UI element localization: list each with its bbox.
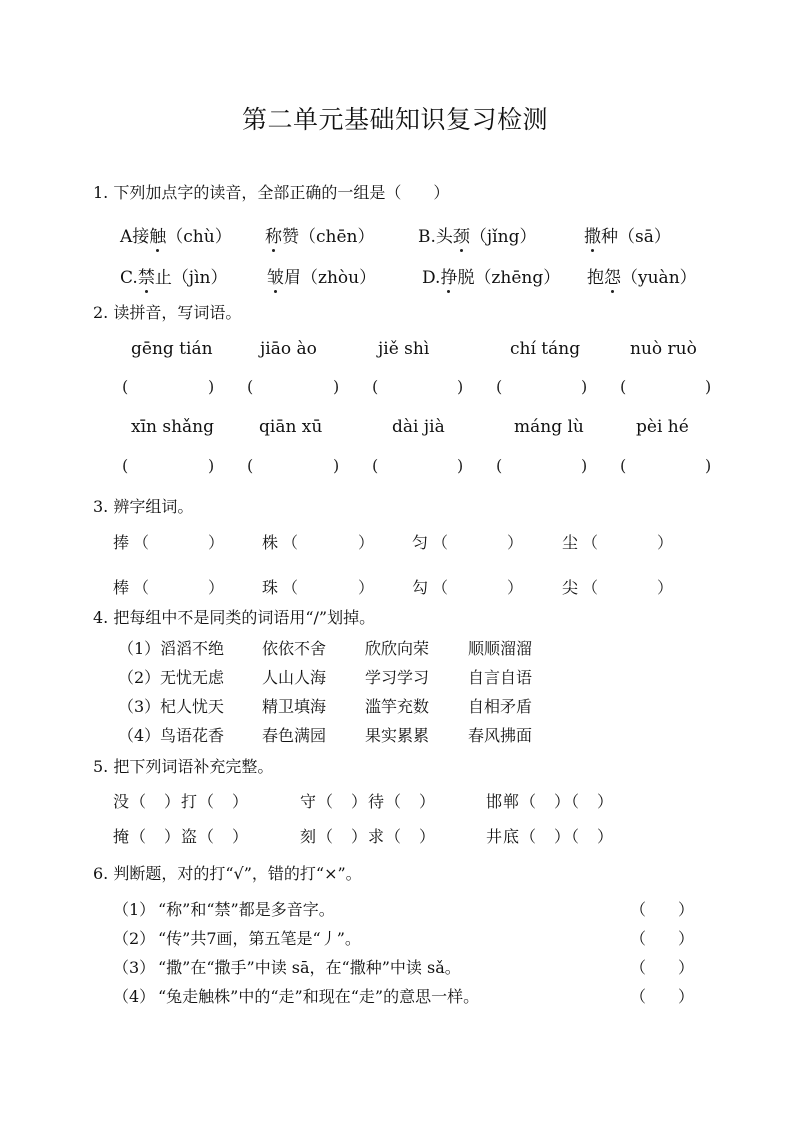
word[interactable]: 滥竽充数: [365, 697, 430, 716]
blank-open: （: [282, 578, 299, 597]
blank-open: (: [372, 377, 379, 396]
word[interactable]: 杞人忧天: [160, 697, 225, 716]
blank-close: ）: [358, 533, 375, 552]
pinyin: （chù）: [166, 227, 232, 247]
blank-close: ）: [507, 578, 524, 597]
blank-close: ): [208, 377, 215, 396]
group-number: （4）: [118, 726, 161, 745]
word-text: 止: [154, 268, 172, 288]
pinyin-item: nuò ruò: [630, 339, 697, 359]
page-title: 第二单元基础知识复习检测: [242, 105, 549, 134]
word[interactable]: 精卫填海: [262, 697, 327, 716]
word[interactable]: 人山人海: [262, 668, 327, 687]
dotted-char: 撒: [584, 222, 601, 247]
pinyin: （chēn）: [299, 227, 375, 247]
option-a: [120, 222, 232, 247]
word[interactable]: 顺顺溜溜: [468, 639, 533, 658]
blank-open: （: [582, 578, 599, 597]
group-number: （2）: [118, 668, 161, 687]
option-c-word2: [267, 263, 376, 288]
dotted-char: 称: [265, 222, 282, 247]
blank-open: (: [372, 456, 379, 475]
blank-close: ): [333, 377, 340, 396]
group-number: （3）: [118, 697, 161, 716]
dotted-char: 怨: [604, 263, 621, 288]
idiom-blank[interactable]: 邯郸（ ）（ ）: [486, 792, 615, 811]
blank-open: (: [620, 377, 627, 396]
item-text: “称”和“禁”都是多音字。: [158, 900, 335, 919]
answer-blank[interactable]: （ ）: [630, 900, 695, 919]
blank-close: ): [581, 456, 588, 475]
blank-close: ）: [657, 533, 674, 552]
blank-close: ): [333, 456, 340, 475]
blank-open: （: [432, 578, 449, 597]
word[interactable]: 学习学习: [365, 668, 430, 687]
blank-close: ): [705, 377, 712, 396]
option-a-word2: [265, 222, 374, 247]
item-number: （3）: [113, 958, 156, 977]
answer-blank[interactable]: （ ）: [630, 958, 695, 977]
option-b-word2: [584, 222, 671, 247]
option-label: A: [120, 227, 133, 247]
blank-open: （: [582, 533, 599, 552]
word-text: 抱: [587, 268, 604, 288]
idiom-blank[interactable]: 没（ ）打（ ）: [113, 792, 250, 811]
blank-open: （: [432, 533, 449, 552]
pinyin-item: xīn shǎng: [131, 417, 215, 437]
char: 棒: [113, 578, 130, 597]
char: 勾: [412, 578, 429, 597]
idiom-blank[interactable]: 井底（ ）（ ）: [486, 827, 615, 846]
blank-open: (: [620, 456, 627, 475]
question-6-prompt: 6. 判断题，对的打“√”，错的打“×”。: [93, 864, 362, 883]
pinyin-item: máng lù: [514, 417, 584, 437]
item-text: “撒”在“撒手”中读 sā，在“撒种”中读 sǎ。: [158, 958, 461, 977]
word[interactable]: 春风拂面: [468, 726, 533, 745]
dotted-char: 皱: [267, 263, 284, 288]
word-text: 脱: [457, 268, 475, 288]
word[interactable]: 依依不舍: [262, 639, 327, 658]
pinyin-item: gēng tián: [131, 339, 213, 359]
option-d-word2: [587, 263, 697, 288]
option-label: B.: [418, 227, 436, 247]
word[interactable]: 自相矛盾: [468, 697, 533, 716]
item-text: “兔走触株”中的“走”和现在“走”的意思一样。: [158, 987, 480, 1006]
answer-blank[interactable]: （ ）: [630, 929, 695, 948]
word-text: 赞: [282, 227, 299, 247]
question-1-prompt: 1. 下列加点字的读音，全部正确的一组是（ ）: [93, 183, 450, 202]
blank-open: (: [247, 377, 254, 396]
char: 株: [262, 533, 279, 552]
item-number: （4）: [113, 987, 156, 1006]
blank-close: ): [705, 456, 712, 475]
blank-open: (: [122, 456, 129, 475]
idiom-blank[interactable]: 刻（ ）求（ ）: [300, 827, 437, 846]
blank-open: (: [247, 456, 254, 475]
word-text: 接: [132, 227, 150, 247]
blank-close: ）: [657, 578, 674, 597]
char: 尘: [562, 533, 579, 552]
option-label: C.: [120, 268, 138, 288]
dotted-char: 触: [149, 222, 166, 247]
word-text: 眉: [284, 268, 301, 288]
word-text: 种: [601, 227, 618, 247]
option-label: D.: [422, 268, 441, 288]
item-text: “传”共7画，第五笔是“丿”。: [158, 929, 361, 948]
word[interactable]: 滔滔不绝: [160, 639, 225, 658]
pinyin-item: qiān xū: [259, 417, 323, 437]
group-number: （1）: [118, 639, 161, 658]
blank-close: ): [581, 377, 588, 396]
word[interactable]: 鸟语花香: [160, 726, 225, 745]
option-d: [422, 263, 560, 288]
pinyin-item: jiāo ào: [260, 339, 317, 359]
char: 匀: [412, 533, 429, 552]
blank-open: (: [122, 377, 129, 396]
pinyin: （jìn）: [171, 268, 228, 288]
pinyin: （zhòu）: [301, 268, 377, 288]
word-text: 头: [435, 227, 453, 247]
blank-open: (: [496, 456, 503, 475]
question-2-prompt: 2. 读拼音，写词语。: [93, 303, 242, 322]
pinyin-item: jiě shì: [378, 339, 430, 359]
idiom-blank[interactable]: 守（ ）待（ ）: [300, 792, 437, 811]
pinyin: （zhēng）: [474, 268, 561, 288]
idiom-blank[interactable]: 掩（ ）盗（ ）: [113, 827, 250, 846]
char: 捧: [113, 533, 130, 552]
item-number: （1）: [113, 900, 156, 919]
option-b: [418, 222, 536, 247]
blank-close: ）: [208, 533, 225, 552]
char: 尖: [562, 578, 579, 597]
word[interactable]: 欣欣向荣: [365, 639, 430, 658]
blank-open: (: [496, 377, 503, 396]
pinyin-item: dài jià: [392, 417, 445, 437]
pinyin: （sā）: [618, 227, 671, 247]
blank-close: ): [208, 456, 215, 475]
blank-open: （: [282, 533, 299, 552]
item-number: （2）: [113, 929, 156, 948]
option-c: [120, 263, 227, 288]
blank-close: ）: [507, 533, 524, 552]
dotted-char: 颈: [453, 222, 470, 247]
blank-close: ）: [208, 578, 225, 597]
answer-blank[interactable]: （ ）: [630, 987, 695, 1006]
char: 珠: [262, 578, 279, 597]
word[interactable]: 自言自语: [468, 668, 533, 687]
blank-open: （: [133, 533, 150, 552]
dotted-char: 挣: [440, 263, 457, 288]
pinyin-item: chí táng: [510, 339, 581, 359]
question-3-prompt: 3. 辨字组词。: [93, 497, 194, 516]
pinyin-item: pèi hé: [636, 417, 689, 437]
question-5-prompt: 5. 把下列词语补充完整。: [93, 757, 274, 776]
word[interactable]: 无忧无虑: [160, 668, 225, 687]
blank-close: ): [457, 377, 464, 396]
word[interactable]: 果实累累: [365, 726, 430, 745]
question-4-prompt: 4. 把每组中不是同类的词语用“/”划掉。: [93, 608, 376, 627]
blank-close: ): [457, 456, 464, 475]
word[interactable]: 春色满园: [262, 726, 327, 745]
dotted-char: 禁: [138, 263, 155, 288]
blank-close: ）: [358, 578, 375, 597]
blank-open: （: [133, 578, 150, 597]
pinyin: （yuàn）: [621, 268, 697, 288]
pinyin: （jǐng）: [469, 227, 537, 247]
